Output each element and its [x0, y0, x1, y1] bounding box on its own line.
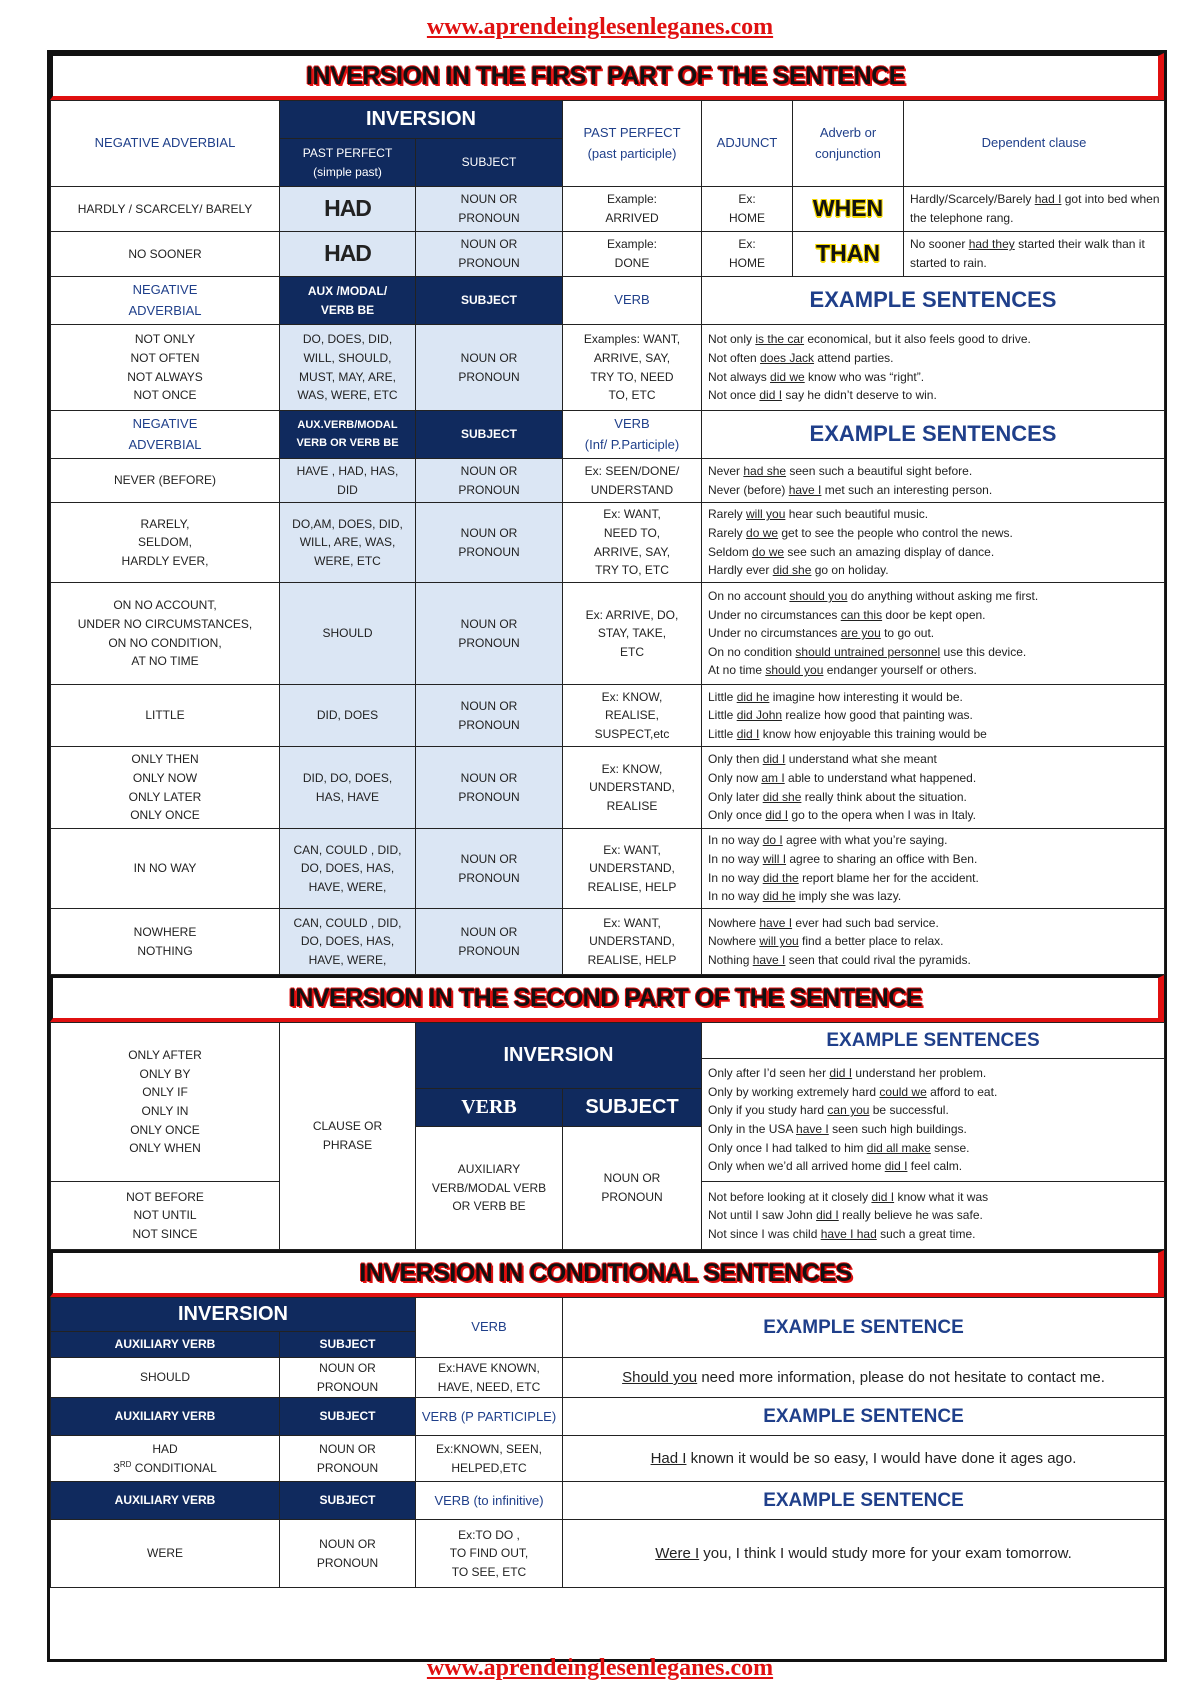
header-dependent-clause: Dependent clause	[904, 101, 1165, 187]
header-adjunct: ADJUNCT	[702, 101, 793, 187]
adverbial-cell	[51, 685, 280, 747]
verb-cell	[563, 503, 702, 583]
s2-examples-a	[702, 1059, 1165, 1182]
only-adverbials	[51, 1023, 280, 1182]
header-adverb-conjunction: Adverb or conjunction	[793, 101, 904, 187]
line-text: DO, DOES, DID,	[302, 332, 393, 347]
line-text: NEVER (BEFORE)	[113, 473, 216, 488]
example-sentence: Little did he imagine how interesting it would be.	[708, 689, 963, 704]
header-negative-adverbial: NEGATIVE ADVERBIAL	[51, 101, 280, 187]
line-text: HELPED,ETC	[451, 1460, 527, 1475]
section2-table	[50, 1022, 1165, 1250]
line-text: HAVE, NEED, ETC	[437, 1379, 541, 1394]
s2-example-sentences: EXAMPLE SENTENCES	[702, 1023, 1165, 1059]
aux-cell	[280, 685, 416, 747]
example-sentence: In no way will I agree to sharing an office with Ben.	[708, 851, 978, 866]
example-sentence: On no account should you do anything without asking me first.	[708, 589, 1039, 604]
line-text: MUST, MAY, ARE,	[299, 369, 396, 384]
line-text: ONLY THEN	[131, 752, 199, 767]
header-aux-modal: AUX /MODAL/ VERB BE	[280, 277, 416, 325]
line-text: ONLY ONCE	[130, 1122, 200, 1137]
aux-cell	[280, 503, 416, 583]
example-sentence: Not once did I say he didn’t deserve to win.	[708, 388, 937, 403]
line-text: WAS, WERE, ETC	[297, 388, 398, 403]
line-text: NOUN OR	[319, 1361, 376, 1375]
s3-aux-were: WERE	[51, 1520, 280, 1588]
line-text: NOUN OR	[460, 924, 518, 939]
clause-cell: Hardly/Scarcely/Barely had I got into bed when the telephone rang.	[904, 187, 1165, 232]
table-row	[51, 1520, 1165, 1588]
section1-table	[50, 100, 1165, 975]
adverbial-cell	[51, 829, 280, 909]
line-text: TO FIND OUT,	[449, 1546, 529, 1561]
line-text: PRONOUN	[458, 943, 520, 958]
line-text: TRY TO, NEED	[590, 369, 674, 384]
example-sentence: In no way did he imply she was lazy.	[708, 889, 902, 904]
line-text: NOUN OR	[460, 525, 518, 540]
line-text: ETC	[620, 644, 644, 659]
line-text: TRY TO, ETC	[595, 563, 669, 578]
subject-cell	[416, 909, 563, 975]
line-text: HAVE, WERE,	[308, 952, 387, 967]
subject-cell	[416, 325, 563, 411]
s2-examples-b	[702, 1182, 1165, 1250]
line-text: NOUN OR	[603, 1171, 661, 1186]
verb-cell: Example: DONE	[563, 232, 702, 277]
s3-aux-had: HAD 3RD CONDITIONAL	[51, 1436, 280, 1482]
line-text: PRONOUN	[458, 482, 520, 497]
line-text: PRONOUN	[601, 1190, 663, 1204]
line-text: NOUN OR	[319, 1442, 376, 1457]
line-text: NOT ALWAYS	[127, 369, 203, 384]
verb-cell	[563, 909, 702, 975]
line-text: PRONOUN	[316, 1379, 379, 1394]
line-text: Examples: WANT,	[583, 332, 681, 347]
section3-title: INVERSION IN CONDITIONAL SENTENCES	[50, 1250, 1164, 1297]
aux-cell	[280, 583, 416, 685]
example-sentence: Not since I was child have I had such a great time.	[708, 1226, 976, 1241]
conjunction-when: WHEN	[793, 187, 904, 232]
table-row	[51, 909, 1165, 975]
line-text: Ex: KNOW,	[601, 761, 663, 776]
conjunction-than: THAN	[793, 232, 904, 277]
line-text: NOUN OR	[460, 770, 518, 785]
verb-cell: Example: ARRIVED	[563, 187, 702, 232]
adverbial-cell	[51, 909, 280, 975]
s3-aux-verb-header: AUXILIARY VERB	[51, 1332, 280, 1358]
clause-cell: No sooner had they started their walk than it started to rain.	[904, 232, 1165, 277]
s3-inversion-header: INVERSION	[51, 1298, 416, 1332]
verb-cell	[563, 829, 702, 909]
s2-inversion-header: INVERSION	[416, 1023, 702, 1089]
example-sentence: On no condition should untrained personnel use this device.	[708, 644, 1027, 659]
line-text: NOUN OR	[460, 698, 518, 713]
line-text: DO,AM, DOES, DID,	[292, 516, 403, 531]
s3-aux-should: SHOULD	[51, 1358, 280, 1398]
line-text: NOUN OR	[319, 1537, 376, 1552]
example-sentence: Nowhere have I ever had such bad service.	[708, 915, 939, 930]
table-row	[51, 1436, 1165, 1482]
line-text: NOWHERE	[133, 924, 197, 939]
example-sentence: Only later did she really think about the situation.	[708, 789, 967, 804]
example-sentence: Only then did I understand what she meant	[708, 752, 937, 767]
line-text: WERE, ETC	[314, 553, 381, 568]
line-text: DID	[337, 482, 358, 497]
line-text: CAN, COULD , DID,	[293, 915, 402, 930]
adjunct-cell: Ex: HOME	[702, 187, 793, 232]
line-text: AT NO TIME	[131, 654, 199, 669]
line-text: Ex: KNOW,	[601, 689, 663, 704]
line-text: PRONOUN	[458, 717, 520, 732]
line-text: HAVE , HAD, HAS,	[296, 463, 399, 478]
s3-subject-cell	[280, 1436, 416, 1482]
table-row	[51, 829, 1165, 909]
line-text: HAVE, WERE,	[308, 879, 387, 894]
line-text: ARRIVE, SAY,	[593, 350, 671, 365]
aux-cell: HAD	[280, 232, 416, 277]
subject-cell: NOUN OR PRONOUN	[416, 187, 563, 232]
example-sentence: Rarely do we get to see the people who control the news.	[708, 525, 1013, 540]
table-row	[51, 1358, 1165, 1398]
line-text: NEED TO,	[603, 525, 661, 540]
adverbial-cell	[51, 459, 280, 503]
example-sentence: Nowhere will you find a better place to relax.	[708, 934, 944, 949]
example-sentence: Only when we’d all arrived home did I feel calm.	[708, 1159, 963, 1174]
not-adverbials	[51, 1182, 280, 1250]
table-row	[51, 747, 1165, 829]
line-text: HARDLY EVER,	[121, 553, 209, 568]
s2-verb-header: VERB	[416, 1089, 563, 1127]
header-aux-verb-modal: AUX.VERB/MODAL VERB OR VERB BE	[280, 411, 416, 459]
line-text: ON NO CONDITION,	[108, 635, 222, 650]
adverbial-cell	[51, 583, 280, 685]
adjunct-cell: Ex: HOME	[702, 232, 793, 277]
line-text: REALISE, HELP	[587, 879, 677, 894]
example-sentence: Only after I’d seen her did I understand her problem.	[708, 1066, 987, 1081]
subject-cell	[416, 503, 563, 583]
line-text: LITTLE	[145, 708, 185, 723]
examples-cell	[702, 503, 1165, 583]
example-sentence: Nothing have I seen that could rival the pyramids.	[708, 952, 971, 967]
table-row	[51, 232, 1165, 277]
line-text: NOT ONLY	[134, 332, 196, 347]
subject-cell	[416, 747, 563, 829]
line-text: IN NO WAY	[133, 861, 197, 876]
s2-verb-desc	[416, 1127, 563, 1250]
verb-cell	[563, 583, 702, 685]
s3-verb-cell	[416, 1358, 563, 1398]
header-inversion: INVERSION	[280, 101, 563, 139]
line-text: UNDERSTAND,	[589, 780, 675, 795]
header-verb-3: VERB (Inf/ P.Participle)	[563, 411, 702, 459]
line-text: PRONOUN	[458, 870, 520, 885]
adverbial-cell: NO SOONER	[51, 232, 280, 277]
line-text: PRONOUN	[458, 369, 520, 384]
line-text: REALISE, HELP	[587, 952, 677, 967]
example-sentence: Only once did I go to the opera when I was in Italy.	[708, 808, 976, 823]
example-sentence: Not often does Jack attend parties.	[708, 350, 894, 365]
line-text: ONLY NOW	[132, 770, 198, 785]
line-text: RARELY,	[140, 516, 190, 531]
line-text: Ex:HAVE KNOWN,	[438, 1361, 540, 1375]
s3-verb-inf-header: VERB (to infinitive)	[416, 1482, 563, 1520]
line-text: NOUN OR	[460, 463, 518, 478]
line-text: UNDERSTAND,	[589, 861, 675, 876]
s3-verb-pp-header: VERB (P PARTICIPLE)	[416, 1398, 563, 1436]
example-sentence: Not before looking at it closely did I know what it was	[708, 1189, 989, 1204]
line-text: Ex: WANT,	[603, 507, 661, 522]
example-sentence: Under no circumstances are you to go out.	[708, 626, 935, 641]
table-row	[51, 503, 1165, 583]
adverbial-cell: HARDLY / SCARCELY/ BARELY	[51, 187, 280, 232]
example-sentence: Not until I saw John did I really believe he was safe.	[708, 1208, 983, 1223]
adverbial-cell	[51, 325, 280, 411]
subject-cell: NOUN OR PRONOUN	[416, 232, 563, 277]
line-text: Ex: WANT,	[603, 842, 661, 857]
header-example-sentences-3: EXAMPLE SENTENCES	[702, 411, 1165, 459]
line-text: HAS, HAVE	[315, 789, 380, 804]
line-text: UNDERSTAND,	[589, 934, 675, 949]
verb-cell	[563, 325, 702, 411]
line-text: ONLY LATER	[128, 789, 202, 804]
line-text: NOT UNTIL	[133, 1208, 197, 1223]
line-text: SHOULD	[322, 626, 373, 641]
line-text: SELDOM,	[137, 535, 192, 550]
examples-cell	[702, 325, 1165, 411]
s3-example-header-1: EXAMPLE SENTENCE	[563, 1298, 1165, 1358]
line-text: Ex:KNOWN, SEEN,	[435, 1442, 542, 1457]
line-text: ONLY ONCE	[130, 808, 200, 823]
header-verb-2: VERB	[563, 277, 702, 325]
line-text: NOUN OR	[460, 616, 518, 631]
line-text: Ex:TO DO ,	[458, 1527, 520, 1542]
example-sentence: At no time should you endanger yourself or others.	[708, 663, 977, 678]
s3-verb-cell	[416, 1436, 563, 1482]
line-text: ONLY IN	[141, 1104, 189, 1118]
header-subject-3: SUBJECT	[416, 411, 563, 459]
examples-cell	[702, 459, 1165, 503]
line-text: PRONOUN	[316, 1460, 379, 1475]
line-text: SUSPECT,etc	[594, 726, 670, 741]
aux-cell: HAD	[280, 187, 416, 232]
example-sentence: Little did John realize how good that painting was.	[708, 708, 973, 723]
line-text: ONLY BY	[139, 1066, 191, 1081]
line-text: PRONOUN	[458, 789, 520, 804]
line-text: PRONOUN	[316, 1555, 379, 1570]
verb-cell	[563, 685, 702, 747]
line-text: AUXILIARY	[457, 1162, 521, 1177]
line-text: VERB/MODAL VERB	[431, 1180, 547, 1195]
s2-subject-header: SUBJECT	[563, 1089, 702, 1127]
line-text: PHRASE	[322, 1138, 373, 1152]
s3-aux-verb-header-2: AUXILIARY VERB	[51, 1398, 280, 1436]
line-text: ONLY AFTER	[128, 1048, 202, 1063]
example-sentence: Hardly ever did she go on holiday.	[708, 563, 889, 578]
line-text: ON NO ACCOUNT,	[113, 598, 217, 613]
site-url-bottom[interactable]: www.aprendeinglesenleganes.com	[426, 1655, 774, 1681]
example-sentence: Little did I know how enjoyable this training would be	[708, 726, 987, 741]
s3-subject-header-3: SUBJECT	[280, 1482, 416, 1520]
header-negative-adverbial-2: NEGATIVE ADVERBIAL	[51, 277, 280, 325]
line-text: NOUN OR	[460, 851, 518, 866]
line-text: PRONOUN	[458, 544, 520, 559]
adverbial-cell	[51, 747, 280, 829]
example-sentence: Only once I had talked to him did all make sense.	[708, 1140, 970, 1155]
example-sentence: Only in the USA have I seen such high buildings.	[708, 1122, 967, 1136]
adverbial-cell	[51, 503, 280, 583]
line-text: ONLY WHEN	[129, 1141, 201, 1156]
s3-verb-header: VERB	[416, 1298, 563, 1358]
example-sentence: Not only is the car economical, but it also feels good to drive.	[708, 332, 1031, 347]
verb-cell	[563, 459, 702, 503]
line-text: NOTHING	[137, 943, 193, 958]
s3-example-should: Should you need more information, please do not hesitate to contact me.	[563, 1358, 1165, 1398]
example-sentence: Never (before) have I met such an interesting person.	[708, 482, 993, 497]
line-text: ONLY IF	[142, 1085, 188, 1100]
line-text: PRONOUN	[458, 635, 520, 650]
s3-example-had: Had I known it would be so easy, I would have done it ages ago.	[563, 1436, 1165, 1482]
header-negative-adverbial-3: NEGATIVE ADVERBIAL	[51, 411, 280, 459]
line-text: NOT ONCE	[133, 388, 197, 403]
line-text: REALISE,	[604, 708, 660, 723]
table-row	[51, 685, 1165, 747]
example-sentence: In no way do I agree with what you’re saying.	[708, 833, 948, 848]
line-text: CAN, COULD , DID,	[293, 842, 402, 857]
line-text: NOT BEFORE	[126, 1189, 204, 1204]
example-sentence: Only by working extremely hard could we afford to eat.	[708, 1084, 998, 1099]
line-text: Ex: ARRIVE, DO,	[585, 607, 679, 622]
examples-cell	[702, 583, 1165, 685]
examples-cell	[702, 829, 1165, 909]
table-row	[51, 325, 1165, 411]
line-text: TO, ETC	[608, 388, 656, 403]
line-text: DID, DO, DOES,	[302, 770, 393, 785]
example-sentence: Seldom do we see such an amazing display of dance.	[708, 544, 995, 559]
line-text: REALISE	[606, 798, 658, 813]
line-text: NOUN OR	[460, 350, 518, 365]
section3-table	[50, 1297, 1165, 1588]
line-text: CLAUSE OR	[312, 1119, 383, 1134]
line-text: UNDER NO CIRCUMSTANCES,	[77, 616, 253, 631]
inversion-chart	[47, 50, 1167, 1662]
example-sentence: Only if you study hard can you be successful.	[708, 1103, 949, 1118]
s2-subject-desc	[563, 1127, 702, 1250]
aux-cell	[280, 829, 416, 909]
s3-example-header-3: EXAMPLE SENTENCE	[563, 1482, 1165, 1520]
example-sentence: Under no circumstances can this door be kept open.	[708, 607, 986, 622]
line-text: ARRIVE, SAY,	[593, 544, 671, 559]
s3-example-were: Were I you, I think I would study more for your exam tomorrow.	[563, 1520, 1165, 1588]
example-sentence: Never had she seen such a beautiful sight before.	[708, 463, 973, 478]
example-sentence: Rarely will you hear such beautiful music.	[708, 507, 929, 522]
aux-cell	[280, 459, 416, 503]
line-text: WILL, ARE, WAS,	[299, 535, 396, 550]
subject-cell	[416, 685, 563, 747]
header-subject: SUBJECT	[416, 139, 563, 187]
line-text: TO SEE, ETC	[451, 1564, 527, 1579]
s3-subject-cell	[280, 1520, 416, 1588]
header-subject-2: SUBJECT	[416, 277, 563, 325]
header-past-participle: PAST PERFECT (past participle)	[563, 101, 702, 187]
s3-verb-cell	[416, 1520, 563, 1588]
subject-cell	[416, 583, 563, 685]
subject-cell	[416, 829, 563, 909]
s3-subject-header: SUBJECT	[280, 1332, 416, 1358]
line-text: DO, DOES, HAS,	[300, 934, 395, 949]
aux-cell	[280, 325, 416, 411]
examples-cell	[702, 747, 1165, 829]
line-text: OR VERB BE	[452, 1199, 526, 1214]
examples-cell	[702, 909, 1165, 975]
line-text: NOT OFTEN	[130, 350, 200, 365]
header-example-sentences-2: EXAMPLE SENTENCES	[702, 277, 1165, 325]
aux-cell	[280, 747, 416, 829]
table-row	[51, 187, 1165, 232]
line-text: Ex: WANT,	[603, 915, 661, 930]
clause-or-phrase	[280, 1023, 416, 1250]
aux-cell	[280, 909, 416, 975]
line-text: DID, DOES	[316, 708, 379, 723]
section1-title: INVERSION IN THE FIRST PART OF THE SENTENCE	[50, 53, 1164, 100]
table-row	[51, 583, 1165, 685]
line-text: DO, DOES, HAS,	[300, 861, 395, 876]
subject-cell	[416, 459, 563, 503]
line-text: Ex: SEEN/DONE/	[584, 463, 680, 478]
s3-subject-cell	[280, 1358, 416, 1398]
line-text: NOT SINCE	[132, 1226, 198, 1241]
header-past-perfect: PAST PERFECT (simple past)	[280, 139, 416, 187]
section2-title: INVERSION IN THE SECOND PART OF THE SENTENCE	[50, 975, 1164, 1022]
s3-aux-verb-header-3: AUXILIARY VERB	[51, 1482, 280, 1520]
table-row	[51, 459, 1165, 503]
line-text: STAY, TAKE,	[597, 626, 667, 641]
example-sentence: Only now am I able to understand what happened.	[708, 770, 977, 785]
line-text: UNDERSTAND	[590, 482, 674, 497]
line-text: WILL, SHOULD,	[303, 350, 392, 365]
example-sentence: Not always did we know who was “right”.	[708, 369, 925, 384]
example-sentence: In no way did the report blame her for the accident.	[708, 870, 979, 885]
examples-cell	[702, 685, 1165, 747]
s3-subject-header-2: SUBJECT	[280, 1398, 416, 1436]
site-url-top[interactable]: www.aprendeinglesenleganes.com	[426, 14, 774, 40]
s3-example-header-2: EXAMPLE SENTENCE	[563, 1398, 1165, 1436]
verb-cell	[563, 747, 702, 829]
